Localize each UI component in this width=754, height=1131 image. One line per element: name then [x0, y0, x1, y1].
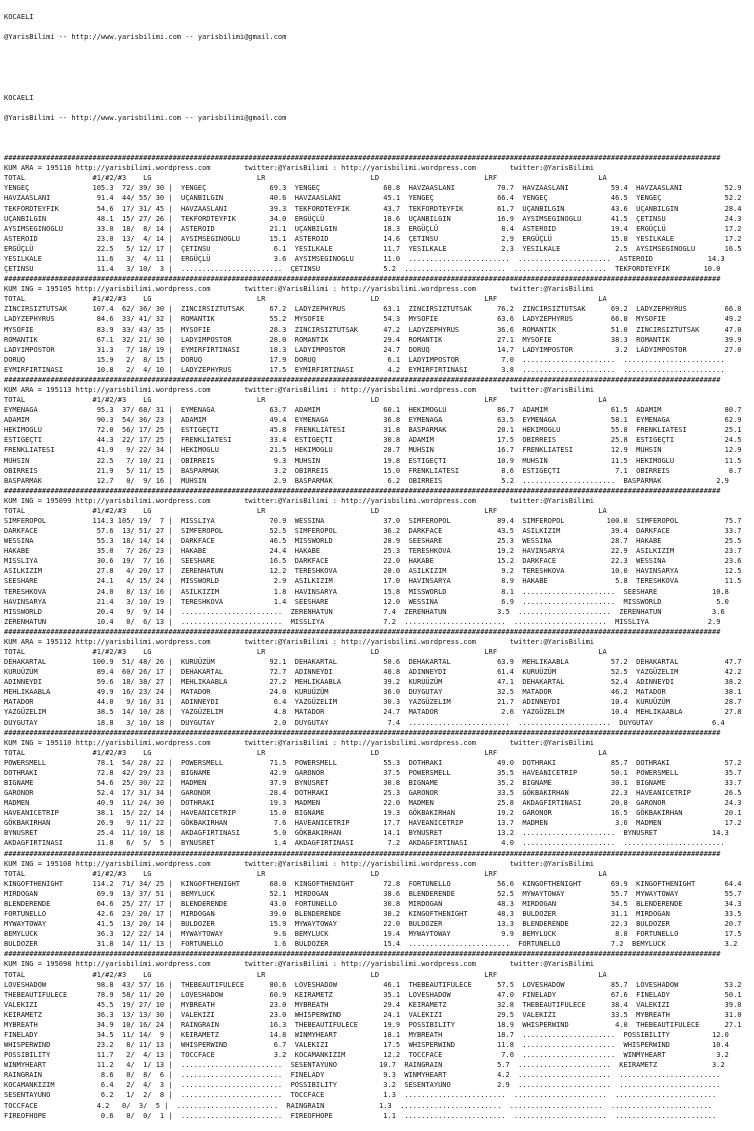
table-row: BEMYLUCK 36.3 12/ 22/ 14 | MYWAYTOWAY 9.6 BEMYLUCK 19.4 MYWAYTOWAY 9.9 BEMYLUCK 8.8 FORTUNELLO 17.5	[4, 930, 742, 939]
column-headers: TOTAL #1/#2/#3 LG LR LD LRF LA	[4, 748, 607, 757]
table-row: DOTHRAKI 72.8 42/ 29/ 23 | BIGNAME 42.9 GARONOR 37.5 POWERSMELL 35.5 HAVEANICETRIP 50.1 POWERSMELL 35.7	[4, 768, 742, 777]
table-row: DEHAKARTAL 100.9 51/ 48/ 26 | KURUÜZÜM 92.1 DEHAKARTAL 50.6 DEHAKARTAL 63.9 MEHLIKAABLA 57.2 DEHAKARTAL 47.7	[4, 658, 742, 667]
table-row: HAVZAASLANI 91.4 44/ 55/ 30 | UÇANBILGIN 40.6 HAVZAASLANI 45.1 YENGEÇ 66.4 YENGEÇ 46.5 YENGEÇ 52.2	[4, 194, 742, 203]
table-row: DORUQ 15.9 2/ 8/ 15 | DORUQ 17.9 DORUQ 6.1 LADYIMPOSTOR 7.0 ...................... ........................	[4, 355, 725, 364]
table-row: MATADOR 44.0 9/ 16/ 31 | ADINNEYDI 6.4 YAZGÜZELIM 30.3 YAZGÜZELIM 21.7 ADINNEYDI 10.4 KURUÜZÜM 28.7	[4, 698, 742, 707]
table-row: VALEKIZI 45.5 19/ 27/ 10 | MYBREATH 23.0 MYBREATH 29.4 KEIRAMETZ 32.8 THEBEAUTIFULECE 38.4 VALEKIZI 39.0	[4, 1000, 742, 1009]
table-row: MYBREATH 34.9 10/ 16/ 24 | RAINGRAIN 16.3 THEBEAUTIFULECE 19.9 POSSIBILITY 18.9 WHISPERWIND 4.0 THEBEAUTIFULECE 27.1	[4, 1020, 742, 1029]
table-row: FIREOFHOPE 0.6 0/ 0/ 1 | ........................ FIREOFHOPE 1.1 ........................ ...................... ........................	[4, 1111, 717, 1120]
blank-line	[4, 133, 754, 143]
table-row: MYWAYTOWAY 41.5 13/ 20/ 14 | BULDOZER 15.9 MYWAYTOWAY 22.0 BULDOZER 13.3 BLENDERENDE 22.3 BULDOZER 20.7	[4, 920, 742, 929]
table-row: MEHLIKAABLA 49.9 16/ 23/ 24 | MATADOR 24.0 KURUÜZÜM 36.0 DUYGUTAY 32.5 MATADOR 46.2 MATADOR 38.1	[4, 688, 742, 697]
separator-line: ##########################################################################################################################################################################	[4, 849, 721, 858]
table-row: POWERSMELL 78.1 54/ 28/ 22 | POWERSMELL 71.5 POWERSMELL 55.3 DOTHRAKI 49.0 DOTHRAKI 85.7 DOTHRAKI 57.2	[4, 758, 742, 767]
table-row: WESSINA 55.3 18/ 14/ 14 | DARKFACE 46.5 MISSWORLD 28.9 SEESHARE 25.3 WESSINA 28.7 HAKABE 25.5	[4, 537, 742, 546]
race-header: KUM ING = 195110 http://yarisbilimi.wordpress.com twitter:@YarisBilimi : http://yarisbilimi.wordpress.com twitter:@YarisBilimi	[4, 738, 595, 747]
table-row: SESENTAYUNO 6.2 1/ 2/ 8 | ........................ TOCCFACE 1.3 ........................ ...................... ........................	[4, 1091, 717, 1100]
table-row: YAZGÜZELIM 38.5 14/ 10/ 28 | YAZGÜZELIM 4.8 MATADOR 24.7 MATADOR 2.6 YAZGÜZELIM 10.4 MEHLIKAABLA 27.8	[4, 708, 742, 717]
table-row: AYSIMSEGINOGLU 33.0 18/ 8/ 14 | ASTEROID 21.1 UÇANBILGIN 18.3 ERGÜÇLÜ 8.4 ASTEROID 19.4 ERGÜÇLÜ 17.2	[4, 224, 742, 233]
table-row: MADMEN 40.9 11/ 24/ 30 | DOTHRAKI 19.3 MADMEN 22.0 MADMEN 25.8 AKDAGFIRTINASI 20.8 GARONOR 24.3	[4, 799, 742, 808]
table-row: BULDOZER 31.8 14/ 11/ 13 | FORTUNELLO 1.6 BULDOZER 15.4 ........................ FORTUNELLO 7.2 BEMYLUCK 3.2	[4, 940, 738, 949]
table-row: RAINGRAIN 8.6 0/ 8/ 6 | ........................ FINELADY 9.3 WINMYHEART 4.2 ...................... ........................	[4, 1071, 721, 1080]
table-row: EYMENAGA 95.3 37/ 68/ 31 | EYMENAGA 63.7 ADAMIM 60.1 HEKIMOGLU 86.7 ADAMIM 61.5 ADAMIM 80.7	[4, 406, 742, 415]
table-row: GARONOR 52.4 17/ 31/ 34 | GARONOR 28.4 DOTHRAKI 25.3 GARONOR 33.5 GÖKBAKIRHAN 22.3 HAVEANICETRIP 26.5	[4, 789, 742, 798]
table-row: ERGÜÇLÜ 22.5 5/ 12/ 17 | ÇETINSU 6.1 YESILKALE 11.7 YESILKALE 2.3 YESILKALE 2.5 AYSIMSEGINOGLU 16.5	[4, 244, 742, 253]
table-row: HEKIMOGLU 72.0 56/ 17/ 25 | ESTIGEÇTI 45.8 FRENKLIATESI 31.8 BASPARMAK 20.1 HEKIMOGLU 55.8 FRENKLIATESI 25.1	[4, 426, 742, 435]
table-row: LADYIMPOSTOR 31.3 7/ 18/ 19 | EYMIRFIRTINASI 18.3 LADYIMPOSTOR 24.7 DORUQ 14.7 LADYIMPOSTOR 3.2 LADYIMPOSTOR 27.0	[4, 345, 742, 354]
race-header: KUM ARA = 195113 http://yarisbilimi.wordpress.com twitter:@YarisBilimi : http://yarisbilimi.wordpress.com twitter:@YarisBilimi	[4, 385, 595, 394]
column-headers: TOTAL #1/#2/#3 LG LR LD LRF LA	[4, 869, 607, 878]
table-row: WHISPERWIND 23.2 8/ 11/ 13 | WHISPERWIND 6.7 VALEKIZI 17.5 WHISPERWIND 11.8 ...................... WHISPERWIND 10.4	[4, 1041, 729, 1050]
table-row: GÖKBAKIRHAN 26.9 9/ 11/ 22 | GÖKBAKIRHAN 7.6 HAVEANICETRIP 17.7 HAVEANICETRIP 13.7 MADMEN 3.6 MADMEN 17.2	[4, 819, 742, 828]
table-row: AKDAGFIRTINASI 11.8 6/ 5/ 5 | BYNUSRET 1.4 AKDAGFIRTINASI 7.2 AKDAGFIRTINASI 4.0 ...................... ........................	[4, 839, 725, 848]
table-row: ASILKIZIM 27.8 4/ 20/ 17 | ZERENHATUN 12.2 TERESHKOVA 20.0 ASILKIZIM 9.2 TERESHKOVA 10.0 HAVINSARYA 12.5	[4, 567, 742, 576]
table-row: TOCCFACE 4.2 0/ 3/ 5 | ........................ RAINGRAIN 1.3 ........................ ...................... ........................	[4, 1101, 713, 1110]
table-row: SEESHARE 24.1 4/ 15/ 24 | MISSWORLD 2.9 ASILKIZIM 17.0 HAVINSARYA 8.9 HAKABE 5.8 TERESHKOVA 11.5	[4, 577, 742, 586]
table-row: MIRDOGAN 69.9 13/ 37/ 51 | BEMYLUCK 52.1 MIRDOGAN 38.6 BLENDERENDE 52.5 MYWAYTOWAY 55.7 MYWAYTOWAY 55.7	[4, 889, 742, 898]
table-row: ADAMIM 90.3 54/ 36/ 23 | ADAMIM 49.4 EYMENAGA 36.8 EYMENAGA 63.5 EYMENAGA 58.1 EYMENAGA 62.9	[4, 416, 742, 425]
table-row: TEKFORDTEYFIK 54.6 17/ 31/ 45 | HAVZAASLANI 39.3 TEKFORDTEYFIK 43.7 TEKFORDTEYFIK 61.7 UÇANBILGIN 43.6 UÇANBILGIN 28.4	[4, 204, 742, 213]
table-row: BYNUSRET 25.4 11/ 10/ 18 | AKDAGFIRTINASI 5.0 GÖKBAKIRHAN 14.1 BYNUSRET 13.2 ...................... BYNUSRET 14.3	[4, 829, 729, 838]
blank-line	[4, 73, 754, 83]
table-row: MISSWORLD 20.4 9/ 9/ 14 | ........................ ZERENHATUN 7.4 ZERENHATUN 3.5 ...................... ZERENHATUN 3.6	[4, 607, 725, 616]
table-row: TERESHKOVA 24.0 8/ 13/ 16 | ASILKIZIM 1.8 HAVINSARYA 15.8 MISSWORLD 8.1 ...................... SEESHARE 10.8	[4, 587, 729, 596]
table-row: YENGEÇ 105.3 72/ 39/ 30 | YENGEÇ 69.3 YENGEÇ 60.8 HAVZAASLANI 70.7 HAVZAASLANI 59.4 HAVZAASLANI 52.9	[4, 184, 742, 193]
table-row: MUHSIN 22.5 7/ 10/ 21 | OBIRREIS 9.3 MUHSIN 19.8 ESTIGEÇTI 10.9 MUHSIN 11.5 HEKIMOGLU 11.5	[4, 456, 742, 465]
table-row: ADINNEYDI 59.6 18/ 38/ 27 | MEHLIKAABLA 27.2 MEHLIKAABLA 39.2 KURUÜZÜM 47.1 DEHAKARTAL 52.4 ADINNEYDI 38.2	[4, 678, 742, 687]
table-row: ESTIGEÇTI 44.3 22/ 17/ 25 | FRENKLIATESI 33.4 ESTIGEÇTI 30.8 ADAMIM 17.5 OBIRREIS 25.8 ESTIGEÇTI 24.5	[4, 436, 742, 445]
separator-line: ##########################################################################################################################################################################	[4, 627, 721, 636]
table-row: HAVINSARYA 21.4 3/ 10/ 19 | TERESHKOVA 1.4 SEESHARE 12.0 WESSINA 6.9 ...................... MISSWORLD 5.0	[4, 597, 729, 606]
column-headers: TOTAL #1/#2/#3 LG LR LD LRF LA	[4, 970, 607, 979]
column-headers: TOTAL #1/#2/#3 LG LR LD LRF LA	[4, 506, 607, 515]
table-row: BLENDERENDE 64.6 25/ 27/ 17 | BLENDERENDE 43.0 FORTUNELLO 30.8 MIRDOGAN 48.3 MIRDOGAN 34.5 BLENDERENDE 34.3	[4, 899, 742, 908]
race-header: KUM ING = 195108 http://yarisbilimi.wordpress.com twitter:@YarisBilimi : http://yarisbilimi.wordpress.com twitter:@YarisBilimi	[4, 859, 595, 868]
table-row: BIGNAME 54.6 25/ 30/ 22 | MADMEN 37.9 BYNUSRET 30.8 BIGNAME 35.2 BIGNAME 30.1 BIGNAME 33.7	[4, 779, 742, 788]
column-headers: TOTAL #1/#2/#3 LG LR LD LRF LA	[4, 295, 607, 304]
column-headers: TOTAL #1/#2/#3 LG LR LD LRF LA	[4, 174, 607, 183]
separator-line: ##########################################################################################################################################################################	[4, 950, 721, 959]
table-row: FRENKLIATESI 41.9 9/ 22/ 34 | HEKIMOGLU 21.5 HEKIMOGLU 28.7 MUHSIN 16.7 FRENKLIATESI 12.9 MUHSIN 12.9	[4, 446, 742, 455]
table-row: KOCAMANKIZIM 6.4 2/ 4/ 3 | ........................ POSSIBILITY 3.2 SESENTAYUNO 2.9 ...................... ........................	[4, 1081, 721, 1090]
table-row: UÇANBILGIN 48.1 15/ 27/ 26 | TEKFORDTEYFIK 34.0 ERGÜÇLÜ 18.6 UÇANBILGIN 16.9 AYSIMSEGINOGLU 41.5 ÇETINSU 24.3	[4, 214, 742, 223]
table-row: THEBEAUTIFULECE 78.9 58/ 11/ 20 | LOVESHADOW 60.9 KEIRAMETZ 35.1 LOVESHADOW 47.0 FINELADY 67.6 FINELADY 50.1	[4, 990, 742, 999]
table-row: EYMIRFIRTINASI 10.8 2/ 4/ 10 | LADYZEPHYRUS 17.5 EYMIRFIRTINASI 4.2 EYMIRFIRTINASI 3.8 ...................... ........................	[4, 365, 725, 374]
race-header: KUM ING = 195098 http://yarisbilimi.wordpress.com twitter:@YarisBilimi : http://yarisbilimi.wordpress.com twitter:@YarisBilimi	[4, 960, 595, 969]
table-row: KINGOFTHENIGHT 114.2 71/ 34/ 25 | KINGOFTHENIGHT 68.0 KINGOFTHENIGHT 72.8 FORTUNELLO 56.6 KINGOFTHENIGHT 69.9 KINGOFTHENIGHT 64.4	[4, 879, 742, 888]
table-row: YESILKALE 11.6 3/ 4/ 11 | ERGÜÇLÜ 3.6 AYSIMSEGINOGLU 11.0 ........................ ...................... ASTEROID 14.3	[4, 254, 725, 263]
table-row: LADYZEPHYRUS 84.6 33/ 41/ 32 | ROMANTIK 55.2 MYSOFIE 54.3 MYSOFIE 63.6 LADYZEPHYRUS 66.8 MYSOFIE 49.2	[4, 315, 742, 324]
table-row: FINELADY 34.5 11/ 14/ 9 | KEIRAMETZ 14.8 WINMYHEART 18.1 MYBREATH 18.7 ...................... POSSIBILITY 12.0	[4, 1030, 729, 1039]
table-row: BASPARMAK 12.7 0/ 9/ 16 | MUHSIN 2.9 BASPARMAK 6.2 OBIRREIS 5.2 ...................... BASPARMAK 2.9	[4, 476, 729, 485]
race-tables	[4, 153, 754, 1121]
table-row: LOVESHADOW 98.8 43/ 57/ 16 | THEBEAUTIFULECE 80.6 LOVESHADOW 46.1 THEBEAUTIFULECE 57.5 LOVESHADOW 85.7 LOVESHADOW 53.2	[4, 980, 742, 989]
table-row: ROMANTIK 67.1 32/ 21/ 30 | LADYIMPOSTOR 28.0 ROMANTIK 29.4 ROMANTIK 27.1 MYSOFIE 38.3 ROMANTIK 39.9	[4, 335, 742, 344]
table-row: ZERENHATUN 10.4 0/ 6/ 13 | ........................ MISSLIYA 7.2 ........................ ...................... MISSLIYA 2.9	[4, 617, 721, 626]
column-headers: TOTAL #1/#2/#3 LG LR LD LRF LA	[4, 396, 607, 405]
table-row: ÇETINSU 11.4 3/ 10/ 3 | ........................ ÇETINSU 5.2 ........................ ...................... TEKFORDTEYFIK 10.0	[4, 265, 721, 274]
table-row: FORTUNELLO 42.6 23/ 20/ 17 | MIRDOGAN 39.0 BLENDERENDE 30.2 KINGOFTHENIGHT 48.3 BULDOZER 31.1 MIRDOGAN 33.5	[4, 910, 742, 919]
table-row: KEIRAMETZ 36.3 13/ 13/ 30 | VALEKIZI 23.0 WHISPERWIND 24.1 VALEKIZI 29.5 VALEKIZI 33.5 MYBREATH 31.0	[4, 1010, 742, 1019]
table-row: DARKFACE 57.6 13/ 51/ 27 | SIMFEROPOL 52.5 SIMFEROPOL 36.2 DARKFACE 43.5 ASILKIZIM 39.4 DARKFACE 33.7	[4, 527, 742, 536]
separator-line: ##########################################################################################################################################################################	[4, 275, 721, 284]
separator-line: ##########################################################################################################################################################################	[4, 375, 721, 384]
table-row: WINMYHEART 11.2 4/ 1/ 13 | ........................ SESENTAYUNO 10.7 RAINGRAIN 5.7 ...................... KEIRAMETZ 3.2	[4, 1061, 725, 1070]
separator-line: ##########################################################################################################################################################################	[4, 486, 721, 495]
table-row: OBIRREIS 21.9 5/ 11/ 15 | BASPARMAK 3.2 OBIRREIS 15.0 FRENKLIATESI 8.6 ESTIGEÇTI 7.1 OBIRREIS 8.7	[4, 466, 742, 475]
section-byline: @YarisBilimi -- http://www.yarisbilimi.com -- yarisbilimi@gmail.com	[4, 113, 287, 122]
race-header: KUM ING = 195105 http://yarisbilimi.wordpress.com twitter:@YarisBilimi : http://yarisbilimi.wordpress.com twitter:@YarisBilimi	[4, 285, 595, 294]
blank-line	[4, 52, 754, 62]
table-row: HAVEANICETRIP 38.1 15/ 22/ 14 | HAVEANICETRIP 15.0 BIGNAME 19.3 GÖKBAKIRHAN 19.2 GARONOR 16.5 GÖKBAKIRHAN 20.1	[4, 809, 742, 818]
table-row: DUYGUTAY 18.8 3/ 10/ 18 | DUYGUTAY 2.0 DUYGUTAY 7.4 ........................ ...................... DUYGUTAY 6.4	[4, 718, 725, 727]
race-header: KUM ARA = 195116 http://yarisbilimi.wordpress.com twitter:@YarisBilimi : http://yarisbilimi.wordpress.com twitter:@YarisBilimi	[4, 164, 595, 173]
table-row: ASTEROID 23.0 13/ 4/ 14 | AYSIMSEGINOGLU 15.1 ASTEROID 14.6 ÇETINSU 2.9 ERGÜÇLÜ 15.8 YESILKALE 17.2	[4, 234, 742, 243]
table-row: KURUÜZÜM 89.4 60/ 26/ 17 | DEHAKARTAL 72.7 ADINNEYDI 40.8 ADINNEYDI 61.4 KURUÜZÜM 52.5 YAZGÜZELIM 42.2	[4, 668, 742, 677]
race-header: KUM ING = 195099 http://yarisbilimi.wordpress.com twitter:@YarisBilimi : http://yarisbilimi.wordpress.com twitter:@YarisBilimi	[4, 496, 595, 505]
report-title: KOCAELI	[4, 13, 34, 22]
column-headers: TOTAL #1/#2/#3 LG LR LD LRF LA	[4, 648, 607, 656]
table-row: HAKABE 35.0 7/ 26/ 23 | HAKABE 24.4 HAKABE 25.3 TERESHKOVA 19.2 HAVINSARYA 22.9 ASILKIZIM 23.7	[4, 547, 742, 556]
table-row: SIMFEROPOL 114.3 105/ 19/ 7 | MISSLIYA 70.9 WESSINA 37.0 SIMFEROPOL 89.4 SIMFEROPOL 100.0 SIMFEROPOL 75.7	[4, 516, 742, 525]
table-row: POSSIBILITY 11.7 2/ 4/ 13 | TOCCFACE 3.2 KOCAMANKIZIM 12.2 TOCCFACE 7.0 ...................... WINMYHEART 3.2	[4, 1051, 729, 1060]
section-title: KOCAELI	[4, 93, 34, 102]
separator-line: ##########################################################################################################################################################################	[4, 728, 721, 737]
separator-line: ##########################################################################################################################################################################	[4, 154, 721, 163]
report-byline: @YarisBilimi -- http://www.yarisbilimi.com -- yarisbilimi@gmail.com	[4, 33, 287, 42]
table-row: ZINCIRSIZTUTSAK 107.4 62/ 36/ 30 | ZINCIRSIZTUTSAK 67.2 LADYZEPHYRUS 63.1 ZINCIRSIZTUTSAK 76.2 ZINCIRSIZTUTSAK 69.2 LADYZEPHYRUS 66.0	[4, 305, 742, 314]
race-header: KUM ARA = 195112 http://yarisbilimi.wordpress.com twitter:@YarisBilimi : http://yarisbilimi.wordpress.com twitter:@YarisBilimi	[4, 637, 595, 646]
table-row: MYSOFIE 83.9 33/ 43/ 35 | MYSOFIE 28.3 ZINCIRSIZTUTSAK 47.2 LADYZEPHYRUS 36.6 ROMANTIK 51.0 ZINCIRSIZTUTSAK 47.0	[4, 325, 742, 334]
table-row: MISSLIYA 30.6 19/ 7/ 16 | SEESHARE 16.5 DARKFACE 22.0 HAKABE 15.2 DARKFACE 22.3 WESSINA 23.6	[4, 557, 742, 566]
